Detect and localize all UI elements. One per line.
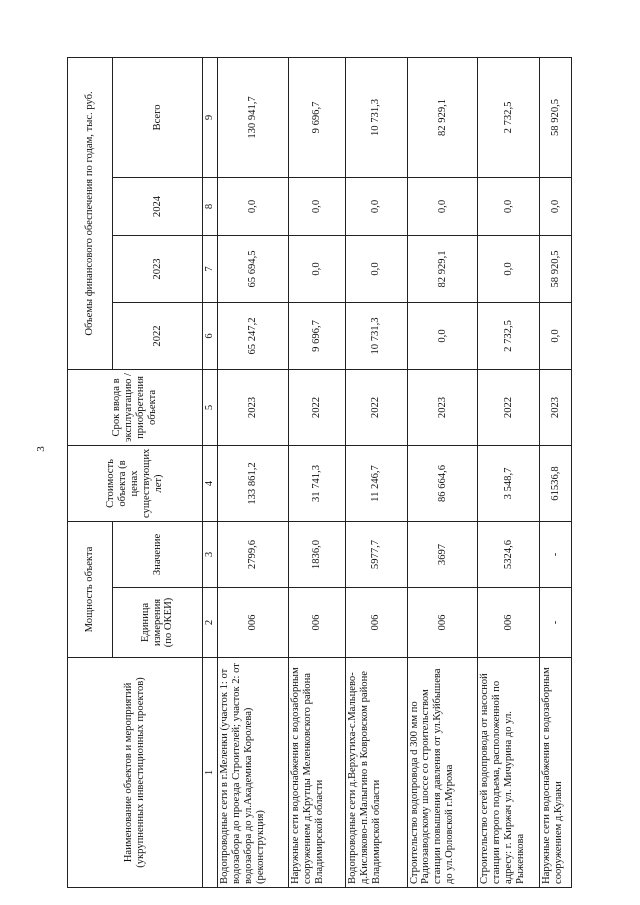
row-cost: 3 548,7 [478,445,540,521]
rotated-table-container [67,58,572,888]
row-f2023: 0,0 [478,235,540,302]
column-number: 8 [203,177,218,235]
row-f2023: 0,0 [288,235,345,302]
column-number: 6 [203,302,218,369]
row-f2022: 0,0 [407,302,478,369]
row-f2024: 0,0 [218,177,289,235]
row-f2022: 2 732,5 [478,302,540,369]
row-cost: 11 246,7 [345,445,407,521]
row-unit: 006 [288,588,345,658]
row-cost: 31 741,3 [288,445,345,521]
row-name: Наружные сети водоснабжения с водозаборным сооружением д.Кулаки [540,658,572,888]
row-name: Строительство водопровода d 300 мм по Радиозаводскому шоссе со строительством станции повышения давления от ул.Куйбышева до ул.Орловской г.Мурома [407,658,478,888]
row-value: 5324,6 [478,521,540,587]
row-f2024: 0,0 [345,177,407,235]
row-cost: 133 861,2 [218,445,289,521]
table-row [218,57,289,887]
row-f2022: 9 696,7 [288,302,345,369]
row-name: Водопроводные сети д.Верхутиха-с.Мальцево-д.Кисляково-п.Малыгино в Ковровском районе Владимирской области [345,658,407,888]
row-unit: 006 [407,588,478,658]
row-year: 2022 [288,369,345,445]
row-unit: - [540,588,572,658]
row-value: 3697 [407,521,478,587]
row-cost: 86 664,6 [407,445,478,521]
row-year: 2023 [540,369,572,445]
row-f2024: 0,0 [478,177,540,235]
header-2024: 2024 [113,177,203,235]
row-total: 10 731,3 [345,57,407,177]
row-f2023: 65 694,5 [218,235,289,302]
row-value: 5977,7 [345,521,407,587]
column-number: 1 [203,658,218,888]
column-number: 7 [203,235,218,302]
row-total: 58 920,5 [540,57,572,177]
row-total: 82 929,1 [407,57,478,177]
row-f2023: 58 920,5 [540,235,572,302]
table-row [288,57,345,887]
row-value: - [540,521,572,587]
header-commissioning: Срок ввода в эксплуатацию / приобретения объекта [68,369,203,445]
row-value: 2799,6 [218,521,289,587]
table-row [540,57,572,887]
row-year: 2023 [407,369,478,445]
header-cost: Стоимость объекта (в ценах существующих лет) [68,445,203,521]
row-name: Водопроводные сети в г.Меленки (участок 1: от водозабора до проезда Строителей; участок 2: от водозабора до ул.Академика Королева) (реконструкция) [218,658,289,888]
table-row [407,57,478,887]
header-total: Всего [113,57,203,177]
row-f2024: 0,0 [540,177,572,235]
header-financing: Объемы финансового обеспечения по годам, тыс. руб. [68,57,113,369]
row-f2022: 65 247,2 [218,302,289,369]
row-f2022: 10 731,3 [345,302,407,369]
investment-table [67,57,572,888]
column-number: 4 [203,445,218,521]
row-year: 2023 [218,369,289,445]
column-number: 3 [203,521,218,587]
page-number: 3 [34,446,47,452]
header-unit: Единица измерения (по ОКЕИ) [113,588,203,658]
row-total: 130 941,7 [218,57,289,177]
column-number: 9 [203,57,218,177]
column-number: 5 [203,369,218,445]
header-2022: 2022 [113,302,203,369]
column-number: 2 [203,588,218,658]
row-unit: 006 [218,588,289,658]
row-total: 2 732,5 [478,57,540,177]
row-year: 2022 [345,369,407,445]
header-value: Значение [113,521,203,587]
header-2023: 2023 [113,235,203,302]
row-f2024: 0,0 [288,177,345,235]
row-year: 2022 [478,369,540,445]
row-name: Наружные сети водоснабжения с водозаборным сооружением д.Крутцы Меленковского района Владимирской области [288,658,345,888]
row-unit: 006 [478,588,540,658]
row-f2024: 0,0 [407,177,478,235]
row-cost: 61536,8 [540,445,572,521]
row-value: 1836,0 [288,521,345,587]
row-f2022: 0,0 [540,302,572,369]
row-f2023: 82 929,1 [407,235,478,302]
row-name: Строительство сетей водопровода от насосной станции второго подъема, расположенной по адресу: г. Киржач ул. Мичурина до ул. Рыженкова [478,658,540,888]
row-total: 9 696,7 [288,57,345,177]
table-row [345,57,407,887]
header-name: Наименование объектов и мероприятий (укрупненных инвестиционных проектов) [68,658,203,888]
row-unit: 006 [345,588,407,658]
table-row [478,57,540,887]
header-capacity: Мощность объекта [68,521,113,657]
row-f2023: 0,0 [345,235,407,302]
